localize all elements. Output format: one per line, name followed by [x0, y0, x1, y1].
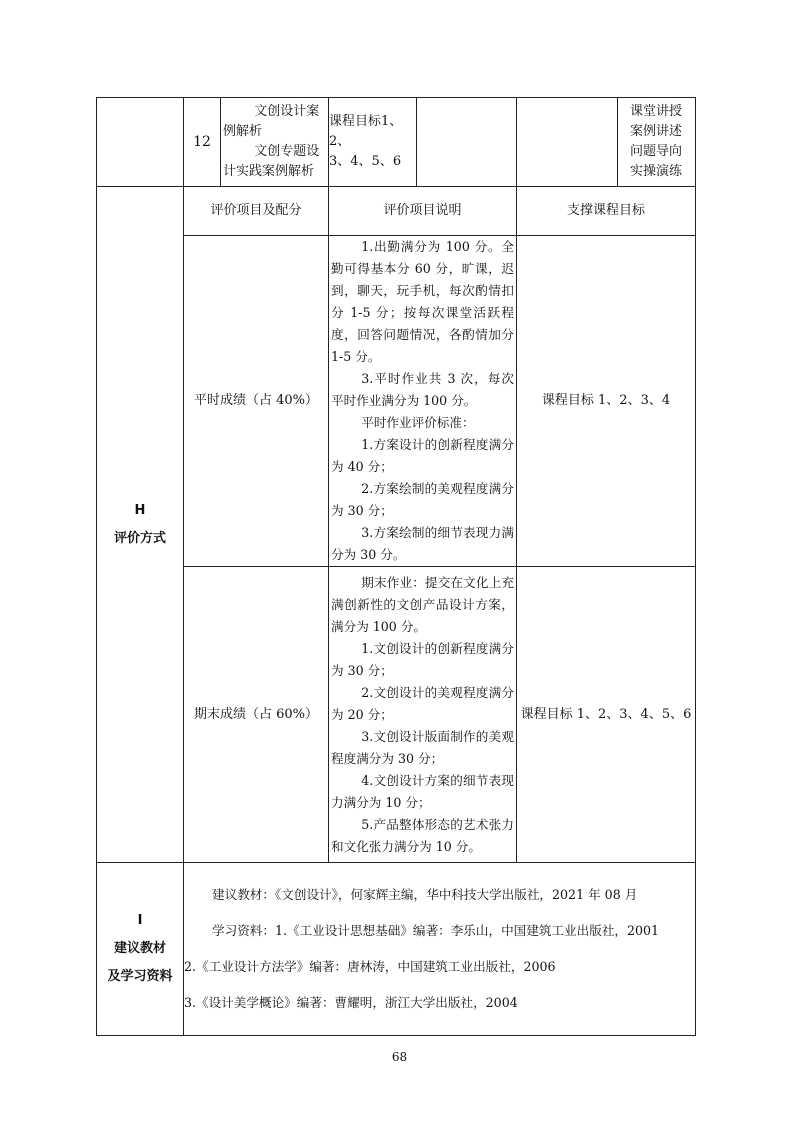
row12-method: 实操演练	[630, 164, 683, 179]
row12-goals-line: 课程目标1、2、	[329, 114, 403, 149]
final-grade-description	[329, 567, 517, 863]
reference-line: 3.《设计美学概论》编著：曹耀明，浙江大学出版社，2004	[184, 995, 518, 1010]
row12-goals	[329, 98, 417, 187]
references-row	[97, 863, 696, 1036]
header-item: 评价项目及配分	[184, 187, 329, 236]
final-grade-goal: 课程目标 1、2、3、4、5、6	[517, 567, 696, 863]
description-paragraph: 平时作业评价标准：	[361, 415, 475, 430]
description-paragraph: 4.文创设计方案的细节表现力满分为 10 分；	[331, 772, 514, 810]
final-grade-row	[97, 567, 696, 863]
description-paragraph: 3.方案绘制的细节表现力满分为 30 分。	[331, 525, 514, 562]
reference-line: 建议教材：《文创设计》，何家辉主编，华中科技大学出版社，2021 年 08 月	[212, 887, 638, 902]
regular-grade-description	[329, 236, 517, 567]
description-paragraph: 3.平时作业共 3 次，每次平时作业满分为 100 分。	[331, 371, 514, 408]
description-paragraph: 期末作业：提交在文化上充满创新性的文创产品设计方案，满分为 100 分。	[331, 574, 514, 634]
evaluation-label-text: 评价方式	[113, 530, 166, 546]
description-paragraph: 2.方案绘制的美观程度满分为 30 分；	[331, 481, 514, 518]
references-label-line: 及学习资料	[107, 969, 173, 984]
row12-topic-line: 文创设计案	[254, 104, 320, 119]
row12-col4	[417, 98, 517, 187]
header-goal: 支撑课程目标	[517, 187, 696, 236]
header-desc: 评价项目说明	[329, 187, 517, 236]
course-table	[96, 97, 696, 1036]
row12-method: 案例讲述	[630, 124, 683, 139]
schedule-row-12	[97, 98, 696, 187]
final-grade-item: 期末成绩（占 60%）	[184, 567, 329, 863]
row12-method: 课堂讲授	[630, 104, 683, 119]
row12-goals-line: 3、4、5、6	[329, 154, 402, 169]
regular-grade-item: 平时成绩（占 40%）	[184, 236, 329, 567]
row12-blank-cell	[97, 98, 184, 187]
description-paragraph: 1.文创设计的创新程度满分为 30 分；	[331, 640, 514, 678]
row12-topic-line: 文创专题设	[254, 144, 320, 159]
evaluation-header-row	[97, 187, 696, 236]
row12-topic	[221, 98, 329, 187]
row12-method: 问题导向	[630, 144, 683, 159]
row12-number: 12	[184, 98, 221, 187]
regular-grade-goal: 课程目标 1、2、3、4	[517, 236, 696, 567]
evaluation-label-letter: H	[134, 502, 146, 518]
reference-line: 学习资料：1.《工业设计思想基础》编著：李乐山，中国建筑工业出版社，2001	[212, 923, 660, 938]
regular-grade-row	[97, 236, 696, 567]
description-paragraph: 3.文创设计版面制作的美观程度满分为 30 分；	[331, 728, 514, 766]
reference-line: 2.《工业设计方法学》编著：唐林涛，中国建筑工业出版社，2006	[184, 959, 556, 974]
evaluation-section-label	[97, 187, 184, 863]
row12-methods	[618, 98, 696, 187]
page-number: 68	[391, 1050, 408, 1064]
row12-topic-line: 例解析	[223, 124, 263, 139]
description-paragraph: 5.产品整体形态的艺术张力和文化张力满分为 10 分。	[331, 816, 514, 854]
description-paragraph: 1.方案设计的创新程度满分为 40 分；	[331, 437, 514, 474]
row12-topic-line: 计实践案例解析	[223, 164, 315, 179]
references-section-label	[97, 863, 184, 1036]
description-paragraph: 1.出勤满分为 100 分。全勤可得基本分 60 分，旷课，迟到，聊天，玩手机，每次酌情扣分 1-5 分；按每次课堂活跃程度，回答问题情况，各酌情加分 1-5 分。	[331, 239, 514, 364]
references-label-line: 建议教材	[113, 941, 166, 956]
description-paragraph: 2.文创设计的美观程度满分为 20 分；	[331, 684, 514, 722]
references-content	[184, 863, 696, 1036]
references-label-letter: I	[137, 913, 143, 928]
row12-col5	[517, 98, 618, 187]
